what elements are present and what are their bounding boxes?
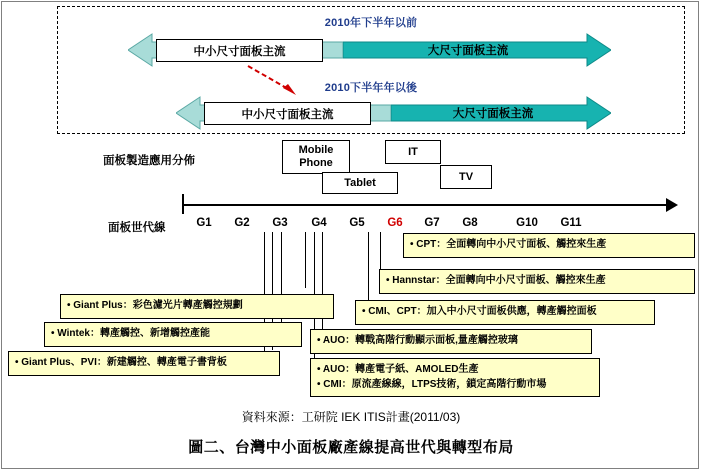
callout-giant-plus [60, 294, 334, 319]
callout-giant-plus-line1: • Giant Plus：彩色濾光片轉產觸控規劃 [67, 300, 243, 311]
app-box-mobile-phone-line1: Mobile [298, 144, 334, 157]
app-box-tv-label: TV [458, 170, 474, 183]
arrow-row-before [58, 33, 686, 67]
callout-wintek-line1: • Wintek：轉產觸控、新增觸控產能 [51, 328, 210, 339]
callout-cpt [403, 233, 695, 258]
app-box-it-label: IT [408, 145, 418, 158]
callout-auo-cmi [310, 358, 600, 397]
arrow-row-after [58, 96, 686, 130]
gen-tick-g1: G1 [196, 217, 212, 229]
guide-line-g3c [281, 232, 282, 336]
app-box-tv [440, 165, 492, 189]
generation-axis-line [182, 204, 668, 206]
source-note: 資料來源：工研院 IEK ITIS計畫(2011/03) [241, 410, 461, 424]
app-box-mobile-phone-line2: Phone [299, 157, 333, 169]
callout-auo-cmi-line2: • CMI：原流產線線，LTPS技術，鎖定高階行動市場 [317, 378, 547, 390]
label-large-panel-after: 大尺寸面板主流 [452, 108, 534, 120]
callout-giant-plus-pvi [8, 351, 280, 376]
arrow-right-large-panel-before [343, 33, 611, 67]
callout-cmi-cpt [355, 300, 655, 325]
gen-tick-g7: G7 [424, 217, 440, 229]
label-small-panel-after: 中小尺寸面板主流 [204, 102, 371, 125]
figure-caption: 圖二、台灣中小面板廠產線提高世代與轉型布局 [188, 439, 514, 456]
callout-giant-plus-pvi-line1: • Giant Plus、PVI：新建觸控、轉產電子書背板 [15, 357, 227, 368]
callout-auo-touch-line1: • AUO：轉戰高階行動顯示面板,量產觸控玻璃 [317, 335, 518, 346]
gen-tick-g4: G4 [311, 217, 327, 229]
app-box-tablet [322, 172, 398, 194]
label-large-panel-before: 大尺寸面板主流 [427, 45, 509, 57]
gen-tick-g6: G6 [387, 217, 403, 229]
gen-tick-g10: G10 [516, 217, 538, 229]
label-small-panel-before: 中小尺寸面板主流 [156, 39, 323, 62]
generation-axis-title: 面板世代線 [108, 222, 166, 234]
callout-cpt-line1: • CPT：全面轉向中小尺寸面板、觸控來生產 [410, 239, 607, 250]
red-transition-arrow-icon [246, 64, 302, 98]
apps-axis-title: 面板製造應用分佈 [103, 155, 195, 167]
callout-hannstar [379, 269, 695, 294]
gen-tick-g3: G3 [272, 217, 288, 229]
callout-auo-cmi-line1: • AUO：轉產電子紙、AMOLED生產 [317, 364, 479, 375]
arrow-right-large-panel-after [391, 96, 611, 130]
callout-wintek [44, 322, 302, 347]
callout-cmi-cpt-line1: • CMI、CPT：加入中小尺寸面板供應，轉產觸控面板 [362, 306, 597, 317]
gen-tick-g8: G8 [462, 217, 478, 229]
gen-tick-g2: G2 [234, 217, 250, 229]
app-box-mobile-phone [282, 140, 350, 174]
app-box-tablet-label: Tablet [344, 176, 376, 189]
axis-arrow-head-icon [666, 198, 678, 212]
guide-line-g4a [305, 232, 306, 288]
gen-tick-g5: G5 [349, 217, 365, 229]
callout-hannstar-line1: • Hannstar：全面轉向中小尺寸面板、觸控來生產 [386, 275, 606, 286]
guide-line-g5a [368, 232, 369, 304]
callout-auo-touch [310, 329, 592, 354]
gen-tick-g11: G11 [560, 217, 582, 229]
panel-title-after: 2010下半年年以後 [324, 82, 418, 94]
panel-title-before: 2010年下半年以前 [324, 17, 418, 29]
top-comparison-panel [57, 6, 685, 134]
app-box-it [385, 140, 441, 164]
